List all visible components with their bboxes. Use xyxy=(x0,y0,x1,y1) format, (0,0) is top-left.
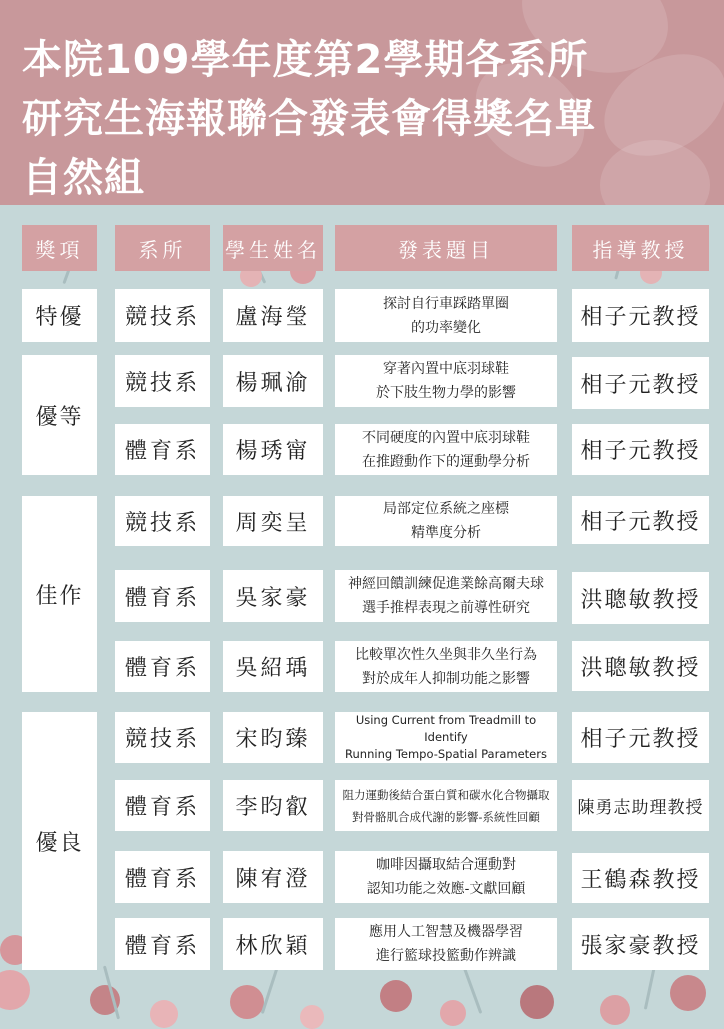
row-advisor: 洪聰敏教授 xyxy=(572,641,709,691)
row-topic: 探討自行車踩踏單圈 的功率變化 xyxy=(335,289,557,342)
row-advisor: 相子元教授 xyxy=(572,496,709,544)
row-department: 體育系 xyxy=(115,424,210,475)
row-department: 競技系 xyxy=(115,712,210,763)
award-excellent: 優等 xyxy=(22,355,97,475)
row-topic: 阻力運動後結合蛋白質和碳水化合物攝取 對骨骼肌合成代謝的影響-系統性回顧 xyxy=(335,780,557,831)
award-good: 優良 xyxy=(22,712,97,970)
row-department: 體育系 xyxy=(115,918,210,970)
title-line-3: 自然組 xyxy=(22,155,145,201)
row-student-name: 盧海瑩 xyxy=(223,289,323,342)
row-topic: Using Current from Treadmill to Identify Running Tempo-Spatial Parameters xyxy=(335,712,557,763)
row-student-name: 李昀叡 xyxy=(223,780,323,831)
header-topic: 發表題目 xyxy=(335,225,557,271)
row-topic: 比較單次性久坐與非久坐行為 對於成年人抑制功能之影響 xyxy=(335,641,557,692)
award-merit: 佳作 xyxy=(22,496,97,692)
row-student-name: 楊珮渝 xyxy=(223,355,323,407)
row-student-name: 周奕呈 xyxy=(223,496,323,546)
header-award: 獎項 xyxy=(22,225,97,271)
row-advisor: 相子元教授 xyxy=(572,289,709,342)
row-department: 競技系 xyxy=(115,355,210,407)
header-department: 系所 xyxy=(115,225,210,271)
row-topic: 咖啡因攝取結合運動對 認知功能之效應-文獻回顧 xyxy=(335,851,557,903)
row-student-name: 吳家豪 xyxy=(223,570,323,622)
row-student-name: 宋昀臻 xyxy=(223,712,323,763)
row-department: 體育系 xyxy=(115,570,210,622)
row-department: 體育系 xyxy=(115,851,210,903)
row-student-name: 吳紹瑀 xyxy=(223,641,323,692)
header-student: 學生姓名 xyxy=(223,225,323,271)
row-student-name: 林欣穎 xyxy=(223,918,323,970)
row-topic: 局部定位系統之座標 精準度分析 xyxy=(335,496,557,546)
row-advisor: 相子元教授 xyxy=(572,712,709,763)
row-advisor: 相子元教授 xyxy=(572,357,709,409)
row-topic: 應用人工智慧及機器學習 進行籃球投籃動作辨識 xyxy=(335,918,557,970)
row-student-name: 楊琇甯 xyxy=(223,424,323,475)
row-advisor: 張家豪教授 xyxy=(572,918,709,970)
row-department: 競技系 xyxy=(115,496,210,546)
row-student-name: 陳宥澄 xyxy=(223,851,323,903)
row-advisor: 陳勇志助理教授 xyxy=(572,780,709,831)
row-advisor: 相子元教授 xyxy=(572,424,709,475)
row-advisor: 王鶴森教授 xyxy=(572,853,709,903)
title-line-2: 研究生海報聯合發表會得獎名單 xyxy=(22,96,596,142)
row-department: 體育系 xyxy=(115,641,210,692)
row-advisor: 洪聰敏教授 xyxy=(572,572,709,624)
award-special: 特優 xyxy=(22,289,97,342)
row-topic: 神經回饋訓練促進業餘高爾夫球 選手推桿表現之前導性研究 xyxy=(335,570,557,622)
row-topic: 穿著內置中底羽球鞋 於下肢生物力學的影響 xyxy=(335,355,557,407)
title-line-1: 本院109學年度第2學期各系所 xyxy=(22,37,589,83)
row-department: 競技系 xyxy=(115,289,210,342)
title-banner xyxy=(0,0,724,205)
row-topic: 不同硬度的內置中底羽球鞋 在推蹬動作下的運動學分析 xyxy=(335,424,557,475)
row-department: 體育系 xyxy=(115,780,210,831)
header-advisor: 指導教授 xyxy=(572,225,709,271)
